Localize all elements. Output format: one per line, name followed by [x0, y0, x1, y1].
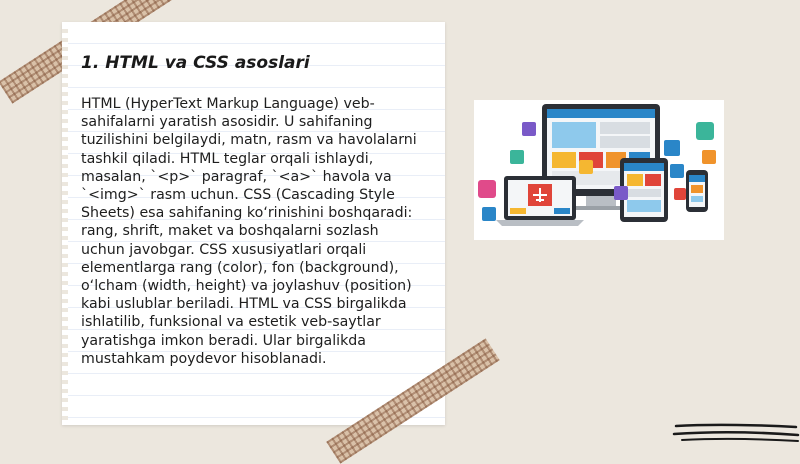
- torn-paper-edge: [62, 24, 68, 424]
- illustration-card: [474, 100, 724, 240]
- slide-paragraph: HTML (HyperText Markup Language) veb-sahifalarni yaratish asosidir. U sahifaning tuzilishini belgilaydi, matn, rasm va havolalarni tashkil qiladi. HTML teglar orqali ishlaydi, masalan, `<p>` paragraf, `<a>` havola va `<img>` rasm uchun. CSS (Cascading Style Sheets) esa sahifaning ko‘rinishini boshqaradi: rang, shrift, maket va boshqalarni sozlash uchun javobgar. CSS xususiyatlari orqali elementlarga rang (color), fon (background), o‘lcham (width, height) va joylashuv (position) kabi uslublar beriladi. HTML va CSS birgalikda ishlatilib, funksional va estetik veb-saytlar yaratishga imkon beradi. Ular birgalikda mustahkam poydevor hisoblanadi.: [81, 96, 417, 367]
- decorative-scribble-lines: [672, 420, 800, 448]
- responsive-devices-icon: [474, 100, 724, 240]
- slide-title: 1. HTML va CSS asoslari: [81, 53, 310, 73]
